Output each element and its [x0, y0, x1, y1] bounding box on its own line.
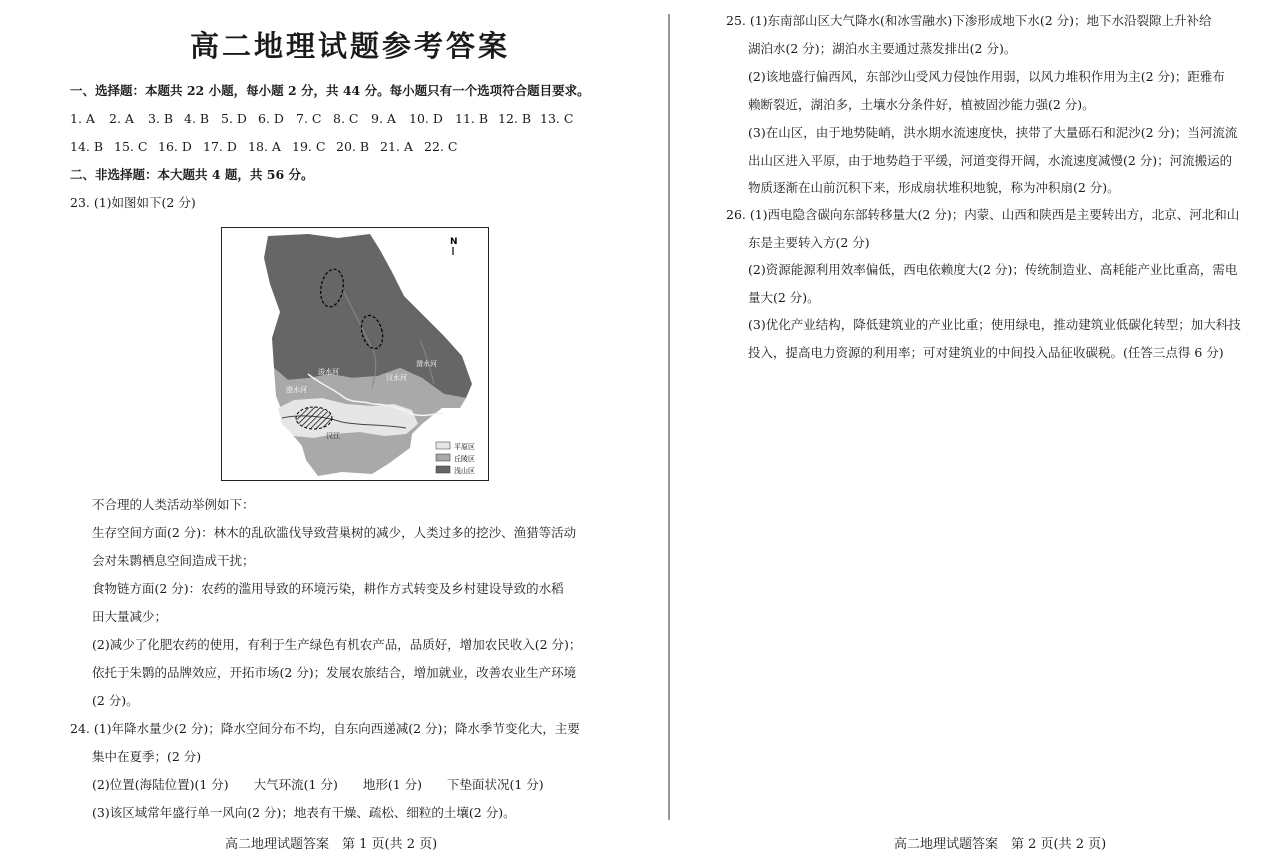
text-line: 24. (1)年降水量少(2 分)；降水空间分布不均，自东向西递减(2 分)；降水季节变化大，主要 — [70, 721, 580, 736]
text-line: (2)资源能源利用效率偏低，西电依赖度大(2 分)；传统制造业、高耗能产业比重高，需电 — [748, 262, 1238, 277]
column-divider — [668, 14, 670, 820]
text-line: 投入，提高电力资源的利用率；可对建筑业的中间投入品征收碳税。(任答三点得 6 分) — [748, 345, 1224, 360]
text-line: 物质逐渐在山前沉积下来，形成扇状堆积地貌，称为冲积扇(2 分)。 — [748, 180, 1120, 195]
section-1-heading: 一、选择题：本题共 22 小题，每小题 2 分，共 44 分。每小题只有一个选项符合题目要求。 — [70, 83, 590, 98]
page-title: 高二地理试题参考答案 — [189, 29, 510, 63]
legend-swatch-plain — [436, 442, 450, 449]
region-map-figure — [221, 227, 489, 481]
north-label: N — [450, 237, 458, 247]
text-line: 26. (1)西电隐含碳向东部转移量大(2 分)；内蒙、山西和陕西是主要转出方，北京、河北和山 — [726, 207, 1240, 222]
text-line: (2)减少了化肥农药的使用，有利于生产绿色有机农产品，品质好，增加农民收入(2 分)； — [92, 637, 582, 652]
text-line: 田大量减少； — [92, 609, 168, 624]
answer-item: 15. C — [114, 139, 148, 154]
text-line: 赖断裂近，湖泊多，土壤水分条件好，植被固沙能力强(2 分)。 — [748, 97, 1095, 112]
answer-hatched-area — [296, 407, 332, 429]
legend-label: 丘陵区 — [454, 455, 475, 463]
text-line: (3)优化产业结构，降低建筑业的产业比重；使用绿电，推动建筑业低碳化转型；加大科技 — [748, 317, 1241, 332]
answer-item: 8. C — [333, 111, 359, 126]
text-line: 不合理的人类活动举例如下： — [92, 497, 255, 512]
section-2-heading: 二、非选择题：本大题共 4 题，共 56 分。 — [70, 167, 314, 182]
text-line: 食物链方面(2 分)：农药的滥用导致的环境污染，耕作方式转变及乡村建设导致的水稻 — [92, 581, 564, 596]
river-label: 澄水河 — [286, 386, 307, 394]
answer-item: 7. C — [296, 111, 322, 126]
mountain-area — [264, 234, 472, 398]
text-line: (3)该区域常年盛行单一风向(2 分)；地表有干燥、疏松、细粒的土壤(2 分)。 — [92, 805, 516, 820]
text-line: 25. (1)东南部山区大气降水(和冰雪融水)下渗形成地下水(2 分)；地下水沿裂隙上升补给 — [726, 13, 1212, 28]
text-line: 集中在夏季；(2 分) — [92, 749, 202, 764]
text-line: 生存空间方面(2 分)：林木的乱砍滥伐导致营巢树的减少，人类过多的挖沙、渔猎等活动 — [92, 525, 577, 540]
answer-item: 12. B — [498, 111, 532, 126]
legend-label: 浅山区 — [454, 467, 475, 475]
legend-swatch-mountain — [436, 466, 450, 473]
text-line: (2 分)。 — [92, 693, 139, 708]
legend-swatch-hill — [436, 454, 450, 461]
answer-item: 11. B — [455, 111, 489, 126]
answer-item: 17. D — [203, 139, 237, 154]
river-label: 汉江 — [326, 432, 340, 440]
answer-item: 16. D — [158, 139, 192, 154]
answer-item: 21. A — [380, 139, 413, 154]
answer-item: 22. C — [424, 139, 458, 154]
q23-part1-intro: 23. (1)如图如下(2 分) — [70, 195, 196, 210]
text-line: 出山区进入平原，由于地势趋于平缓，河道变得开阔，水流速度减慢(2 分)；河流搬运的 — [748, 153, 1233, 168]
answer-item: 1. A — [70, 111, 95, 126]
legend-label: 平原区 — [454, 443, 475, 451]
page-footer: 高二地理试题答案 第 2 页(共 2 页) — [894, 837, 1107, 852]
answer-item: 20. B — [336, 139, 370, 154]
text-line: 会对朱鹮栖息空间造成干扰； — [92, 553, 255, 568]
answer-item: 9. A — [371, 111, 396, 126]
answer-item: 2. A — [109, 111, 134, 126]
text-line: 湖泊水(2 分)；湖泊水主要通过蒸发排出(2 分)。 — [748, 41, 1017, 56]
answer-item: 10. D — [409, 111, 443, 126]
river-label: 浚水河 — [318, 368, 339, 376]
text-line: (2)位置(海陆位置)(1 分) 大气环流(1 分) 地形(1 分) 下垫面状况(1 分) — [92, 777, 544, 792]
region-map — [222, 228, 488, 480]
river-label: 渭水河 — [416, 360, 437, 368]
text-line: 依托于朱鹮的品牌效应，开拓市场(2 分)；发展农旅结合，增加就业，改善农业生产环境 — [92, 665, 577, 680]
text-line: (3)在山区，由于地势陡峭，洪水期水流速度快，挟带了大量砾石和泥沙(2 分)；当河流流 — [748, 125, 1238, 140]
answer-item: 6. D — [258, 111, 284, 126]
answer-item: 13. C — [540, 111, 574, 126]
answer-item: 18. A — [248, 139, 281, 154]
river-label: 汉水河 — [386, 374, 407, 382]
answer-item: 3. B — [148, 111, 174, 126]
answer-item: 4. B — [184, 111, 210, 126]
text-line: (2)该地盛行偏西风，东部沙山受风力侵蚀作用弱，以风力堆积作用为主(2 分)；距雅布 — [748, 69, 1225, 84]
answer-item: 14. B — [70, 139, 104, 154]
answer-item: 5. D — [221, 111, 247, 126]
text-line: 量大(2 分)。 — [748, 290, 820, 305]
answer-item: 19. C — [292, 139, 326, 154]
page-footer: 高二地理试题答案 第 1 页(共 2 页) — [225, 837, 438, 852]
text-line: 东是主要转入方(2 分) — [748, 235, 870, 250]
